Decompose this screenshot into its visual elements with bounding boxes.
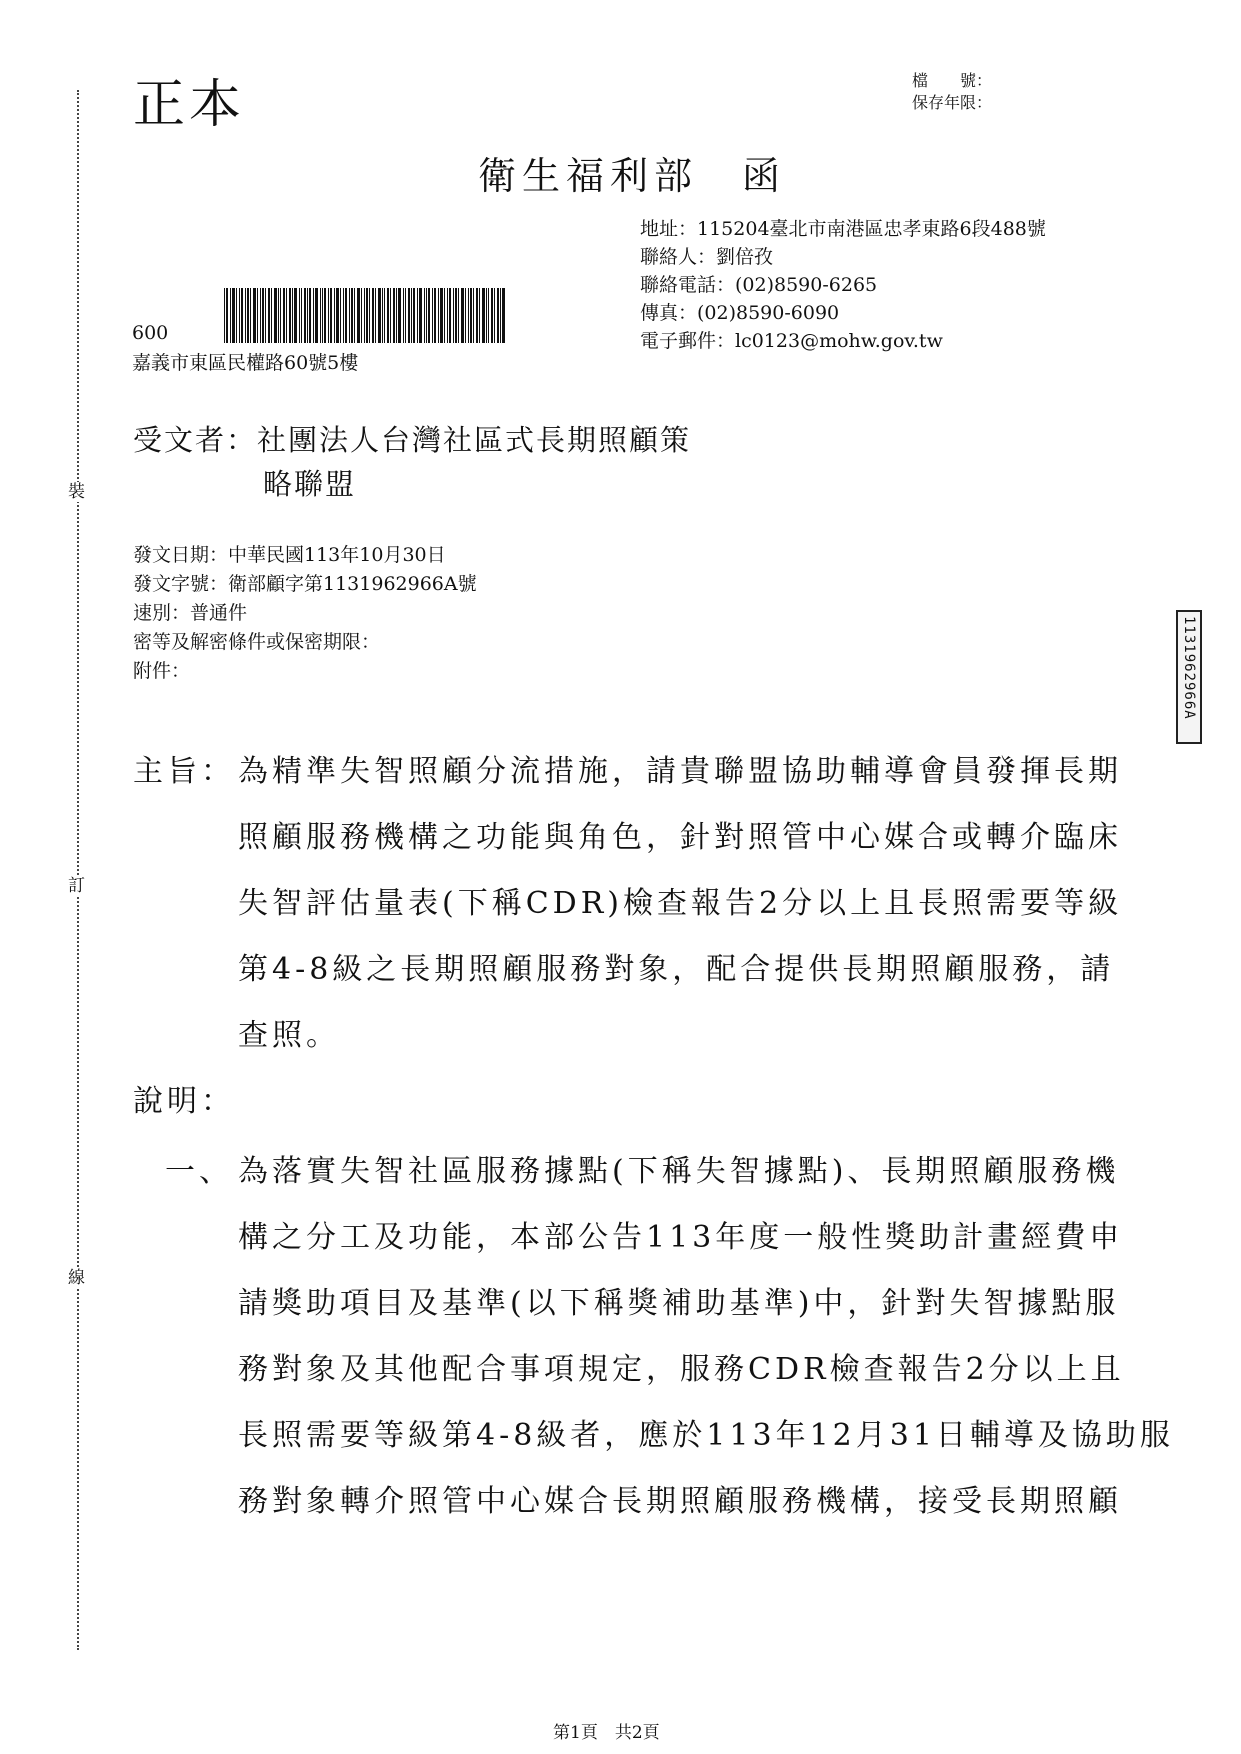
barcode-bar	[357, 288, 360, 343]
barcode-bar	[488, 288, 489, 343]
barcode-bar	[345, 288, 347, 343]
barcode-bar	[419, 288, 422, 343]
barcode-bar	[224, 288, 225, 343]
subject-label: 主旨：	[133, 754, 235, 789]
barcode-bar	[253, 288, 256, 343]
barcode-bar	[324, 288, 326, 343]
subject-line: 失智評估量表(下稱CDR)檢查報告2分以上且長照需要等級	[238, 886, 1123, 921]
barcode-bar	[226, 288, 228, 343]
barcode-bar	[320, 288, 321, 343]
barcode-bar	[257, 288, 258, 343]
barcode-bar	[387, 288, 389, 343]
barcode-bar	[470, 288, 472, 343]
original-copy-stamp: 正本	[133, 75, 246, 135]
document-number: 發文字號：衛部顧字第1131962966A號	[133, 573, 477, 595]
barcode-bar	[473, 288, 474, 343]
barcode-bar	[230, 288, 231, 343]
binding-mark: 線	[68, 1268, 85, 1288]
barcode-bar	[479, 288, 480, 343]
barcode-bar	[299, 288, 300, 343]
barcode-bar	[245, 288, 246, 343]
barcode-bar	[280, 288, 281, 343]
barcode-bar	[292, 288, 293, 343]
barcode-bar	[428, 288, 430, 343]
barcode-bar	[408, 288, 410, 343]
explanation-line: 請獎助項目及基準(以下稱獎補助基準)中，針對失智據點服	[238, 1286, 1120, 1321]
explanation-label: 說明：	[133, 1084, 235, 1119]
barcode-bar	[278, 288, 279, 343]
contact-person: 聯絡人：劉倍孜	[640, 246, 774, 268]
barcode-bar	[398, 288, 401, 343]
barcode-bar	[274, 288, 277, 343]
barcode-bar	[502, 288, 505, 343]
barcode-bar	[382, 288, 383, 343]
barcode-bar	[366, 288, 368, 343]
barcode-bar	[343, 288, 344, 343]
barcode-bar	[286, 288, 287, 343]
barcode-bar	[361, 288, 362, 343]
recipient-line-1: 受文者：社團法人台灣社區式長期照顧策	[133, 423, 692, 457]
barcode-bar	[432, 288, 433, 343]
barcode-bar	[440, 288, 443, 343]
barcode-bar	[304, 288, 306, 343]
explanation-line: 構之分工及功能，本部公告113年度一般性獎助計畫經費申	[238, 1220, 1124, 1255]
barcode-bar	[458, 288, 459, 343]
barcode-bar	[289, 288, 291, 343]
barcode-bar	[309, 288, 311, 343]
barcode-bar	[262, 288, 264, 343]
barcode-bar	[372, 288, 374, 343]
barcode-bar	[465, 288, 466, 343]
barcode-bar	[369, 288, 370, 343]
barcode-bar	[424, 288, 425, 343]
barcode-bar	[260, 288, 261, 343]
contact-email: 電子郵件：lc0123@mohw.gov.tw	[640, 330, 943, 352]
barcode-bar	[375, 288, 376, 343]
attachment-label: 附件：	[133, 660, 191, 682]
barcode-bar	[447, 288, 448, 343]
barcode-bar	[378, 288, 381, 343]
barcode-bar	[328, 288, 329, 343]
barcode-bar	[411, 288, 412, 343]
barcode-bar	[349, 288, 350, 343]
binding-mark: 裝	[68, 482, 85, 502]
barcode-bar	[396, 288, 397, 343]
barcode-bar	[268, 288, 270, 343]
barcode-bar	[301, 288, 302, 343]
barcode-bar	[491, 288, 493, 343]
postal-code: 600	[132, 322, 169, 344]
barcode-bar	[494, 288, 495, 343]
recipient-line-2: 略聯盟	[263, 467, 357, 501]
barcode-bar	[468, 288, 469, 343]
barcode-bar	[393, 288, 395, 343]
barcode-bar	[307, 288, 308, 343]
explanation-line: 務對象轉介照管中心媒合長期照顧服務機構，接受長期照顧	[238, 1484, 1122, 1519]
barcode-bar	[294, 288, 297, 343]
barcode-bar	[444, 288, 445, 343]
barcode-bar	[354, 288, 355, 343]
barcode-bar	[340, 288, 341, 343]
seal-text: 1131962966A	[1181, 616, 1197, 720]
barcode-bar	[247, 288, 249, 343]
secrecy-level: 密等及解密條件或保密期限：	[133, 631, 381, 653]
document-title: 衛生福利部 函	[478, 154, 787, 198]
barcode-bar	[384, 288, 385, 343]
barcode-bar	[449, 288, 451, 343]
file-number-label: 檔 號：	[912, 71, 993, 90]
barcode-bar	[417, 288, 418, 343]
barcode-bar	[241, 288, 243, 343]
delivery-speed: 速別：普通件	[133, 602, 248, 624]
issue-date: 發文日期：中華民國113年10月30日	[133, 544, 446, 566]
barcode-bar	[271, 288, 272, 343]
subject-line: 為精準失智照顧分流措施，請貴聯盟協助輔導會員發揮長期	[238, 754, 1122, 789]
contact-phone: 聯絡電話：(02)8590-6265	[640, 274, 878, 296]
barcode-bar	[265, 288, 266, 343]
barcode-bar	[413, 288, 415, 343]
barcode-bar	[497, 288, 499, 343]
sender-address: 地址：115204臺北市南港區忠孝東路6段488號	[640, 218, 1046, 240]
barcode-bar	[250, 288, 251, 343]
subject-line: 查照。	[238, 1018, 340, 1053]
barcode-bar	[486, 288, 487, 343]
binding-line	[77, 90, 79, 1650]
page-number: 第1頁 共2頁	[553, 1723, 660, 1743]
barcode-bar	[426, 288, 427, 343]
explanation-line: 長照需要等級第4-8級者，應於113年12月31日輔導及協助服	[238, 1418, 1174, 1453]
explanation-line: 務對象及其他配合事項規定，服務CDR檢查報告2分以上且	[238, 1352, 1125, 1387]
barcode-bar	[453, 288, 454, 343]
barcode-bar	[390, 288, 391, 343]
item-marker: 一、	[165, 1154, 233, 1189]
barcode-bar	[336, 288, 339, 343]
receipt-seal	[1176, 610, 1202, 744]
barcode-bar	[283, 288, 285, 343]
retention-period-label: 保存年限：	[912, 93, 993, 112]
barcode-bar	[351, 288, 353, 343]
barcode-bar	[482, 288, 485, 343]
barcode-bar	[232, 288, 235, 343]
subject-line: 第4-8級之長期照顧服務對象，配合提供長期照顧服務，請	[238, 952, 1115, 987]
barcode-bar	[330, 288, 332, 343]
barcode-bar	[461, 288, 464, 343]
barcode-bar	[476, 288, 478, 343]
contact-fax: 傳真：(02)8590-6090	[640, 302, 840, 324]
barcode-bar	[236, 288, 237, 343]
barcode-bar	[434, 288, 436, 343]
barcode-bar	[405, 288, 406, 343]
barcode-bar	[438, 288, 439, 343]
barcode-bar	[500, 288, 501, 343]
barcode-bar	[403, 288, 404, 343]
barcode-bar	[334, 288, 335, 343]
postal-barcode	[224, 288, 507, 343]
explanation-line: 為落實失智社區服務據點(下稱失智據點)、長期照顧服務機	[238, 1154, 1120, 1189]
barcode-bar	[455, 288, 457, 343]
subject-line: 照顧服務機構之功能與角色，針對照管中心媒合或轉介臨床	[238, 820, 1122, 855]
barcode-bar	[313, 288, 314, 343]
barcode-bar	[315, 288, 318, 343]
mailing-address: 嘉義市東區民權路60號5樓	[132, 352, 359, 374]
binding-mark: 訂	[68, 876, 85, 896]
barcode-bar	[322, 288, 323, 343]
barcode-bar	[364, 288, 365, 343]
barcode-bar	[239, 288, 240, 343]
